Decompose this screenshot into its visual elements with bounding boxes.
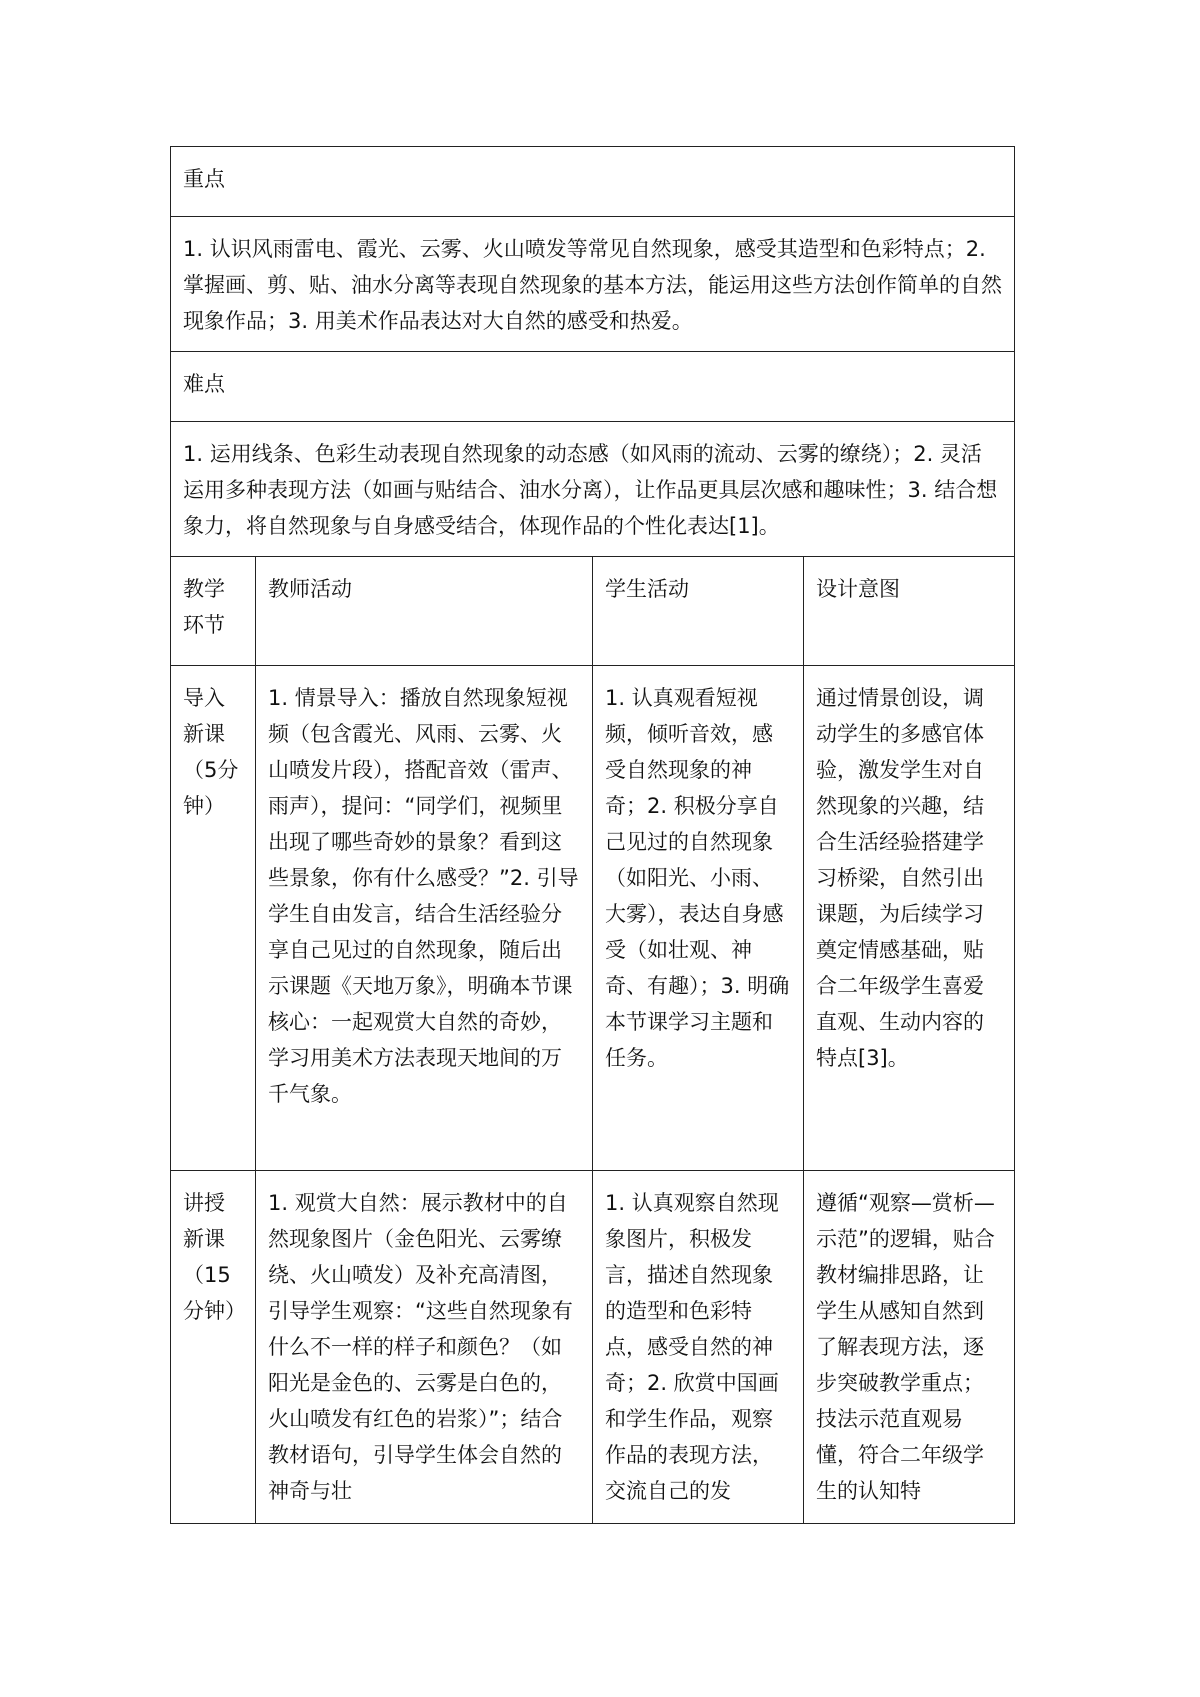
design-intent-cell: 通过情景创设，调动学生的多感官体验，激发学生对自然现象的兴趣，结合生活经验搭建学习桥梁，自然引出课题，为后续学习奠定情感基础，贴合二年级学生喜爱直观、生动内容的特点[3]。 (804, 666, 1015, 1171)
key-points-content: 1. 认识风雨雷电、霞光、云雾、火山喷发等常见自然现象，感受其造型和色彩特点；2. 掌握画、剪、贴、油水分离等表现自然现象的基本方法，能运用这些方法创作简单的自然现象作品；3. 用美术作品表达对大自然的感受和热爱。 (171, 217, 1015, 352)
difficulties-heading-row (171, 352, 1015, 422)
lesson-plan-table (170, 146, 1015, 1524)
table-row (171, 666, 1015, 1171)
table-row (171, 1171, 1015, 1524)
key-points-content-row (171, 217, 1015, 352)
column-header-phase: 教学环节 (171, 557, 256, 666)
teacher-activity-cell: 1. 观赏大自然：展示教材中的自然现象图片（金色阳光、云雾缭绕、火山喷发）及补充高清图，引导学生观察：“这些自然现象有什么不一样的样子和颜色？（如阳光是金色的、云雾是白色的，火山喷发有红色的岩浆）”；结合教材语句，引导学生体会自然的神奇与壮 (256, 1171, 593, 1524)
phase-cell: 讲授新课（15分钟） (171, 1171, 256, 1524)
column-header-teacher: 教师活动 (256, 557, 593, 666)
difficulties-content-row (171, 422, 1015, 557)
design-intent-cell: 遵循“观察—赏析—示范”的逻辑，贴合教材编排思路，让学生从感知自然到了解表现方法，逐步突破教学重点；技法示范直观易懂，符合二年级学生的认知特 (804, 1171, 1015, 1524)
column-header-intent: 设计意图 (804, 557, 1015, 666)
student-activity-cell: 1. 认真观察自然现象图片，积极发言，描述自然现象的造型和色彩特点，感受自然的神奇；2. 欣赏中国画和学生作品，观察作品的表现方法，交流自己的发 (593, 1171, 804, 1524)
column-header-row (171, 557, 1015, 666)
column-header-student: 学生活动 (593, 557, 804, 666)
key-points-heading-row (171, 147, 1015, 217)
difficulties-content: 1. 运用线条、色彩生动表现自然现象的动态感（如风雨的流动、云雾的缭绕）；2. 灵活运用多种表现方法（如画与贴结合、油水分离），让作品更具层次感和趣味性；3. 结合想象力，将自然现象与自身感受结合，体现作品的个性化表达[1]。 (171, 422, 1015, 557)
student-activity-cell: 1. 认真观看短视频，倾听音效，感受自然现象的神奇；2. 积极分享自己见过的自然现象（如阳光、小雨、大雾），表达自身感受（如壮观、神奇、有趣）；3. 明确本节课学习主题和任务。 (593, 666, 804, 1171)
teacher-activity-cell: 1. 情景导入：播放自然现象短视频（包含霞光、风雨、云雾、火山喷发片段），搭配音效（雷声、雨声），提问：“同学们，视频里出现了哪些奇妙的景象？看到这些景象，你有什么感受？”2. 引导学生自由发言，结合生活经验分享自己见过的自然现象，随后出示课题《天地万象》，明确本节课核心：一起观赏大自然的奇妙，学习用美术方法表现天地间的万千气象。 (256, 666, 593, 1171)
difficulties-heading: 难点 (171, 352, 1015, 422)
phase-cell: 导入新课（5分钟） (171, 666, 256, 1171)
key-points-heading: 重点 (171, 147, 1015, 217)
